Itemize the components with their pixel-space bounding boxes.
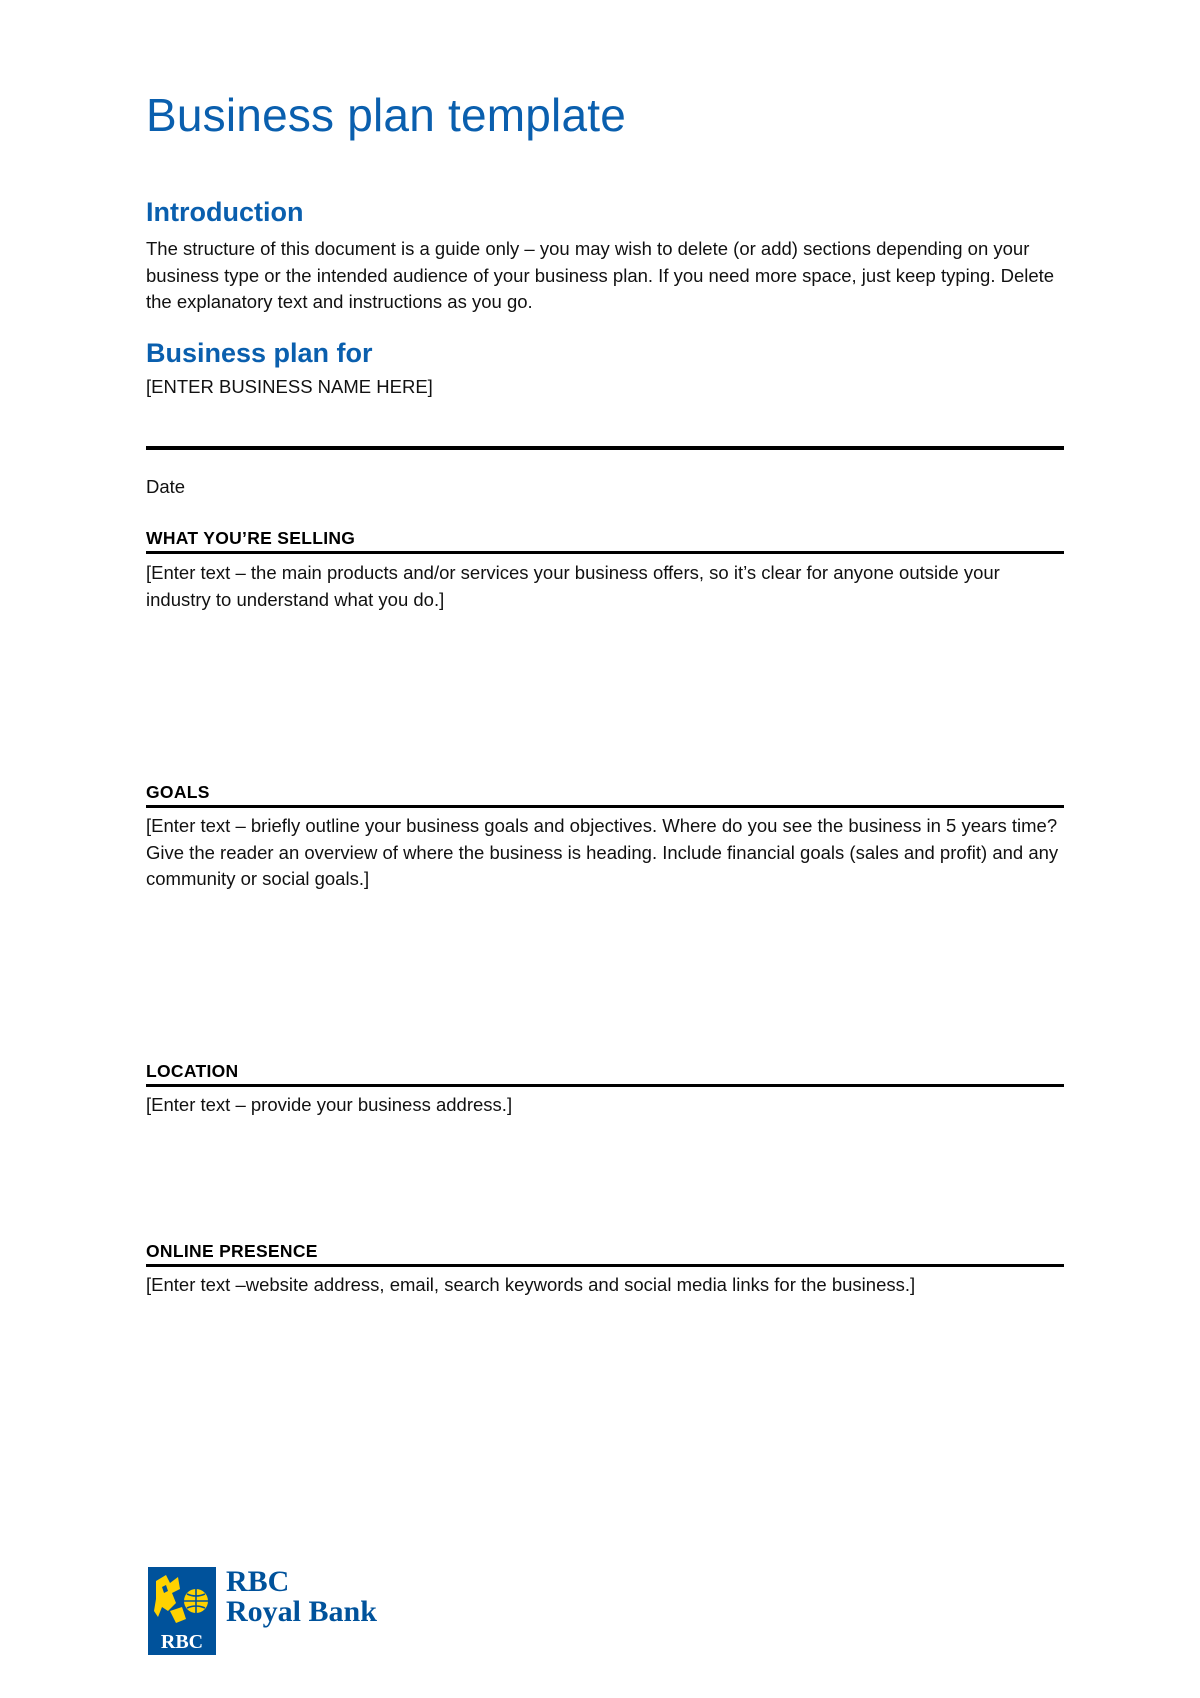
section-divider xyxy=(146,805,1064,808)
logo-wordmark-line1: RBC xyxy=(226,1565,290,1598)
title-divider xyxy=(146,446,1064,450)
section-text[interactable]: [Enter text – briefly outline your business goals and objectives. Where do you see the business in 5 years time? Give the reader an overview of where the business is heading. Include financial goals (sales and profit) and any community or social goals.] xyxy=(146,815,1059,889)
logo-wordmark xyxy=(226,1567,377,1627)
section-divider xyxy=(146,1084,1064,1087)
date-field[interactable]: Date xyxy=(146,476,186,497)
introduction-heading: Introduction xyxy=(146,197,304,227)
section-label: GOALS xyxy=(146,782,210,802)
section-label: LOCATION xyxy=(146,1061,239,1081)
logo-wordmark-line2: Royal Bank xyxy=(226,1595,377,1628)
business-name-placeholder[interactable]: [ENTER BUSINESS NAME HERE] xyxy=(146,376,433,397)
section-text[interactable]: [Enter text –website address, email, search keywords and social media links for the business.] xyxy=(146,1274,916,1295)
section-divider xyxy=(146,551,1064,554)
document-title: Business plan template xyxy=(146,89,627,141)
section-text[interactable]: [Enter text – provide your business address.] xyxy=(146,1094,513,1115)
rbc-royal-bank-logo xyxy=(148,1567,398,1655)
section-text[interactable]: [Enter text – the main products and/or services your business offers, so it’s clear for anyone outside your industry to understand what you do.] xyxy=(146,562,1000,610)
section-label: ONLINE PRESENCE xyxy=(146,1241,318,1261)
section-divider xyxy=(146,1264,1064,1267)
introduction-text: The structure of this document is a guide only – you may wish to delete (or add) sections depending on your business type or the intended audience of your business plan. If you need more space, just keep typing. Delete the explanatory text and instructions as you go. xyxy=(146,238,1055,312)
logo-shield-text: RBC xyxy=(160,1631,204,1653)
section-label: WHAT YOU’RE SELLING xyxy=(146,528,356,548)
rbc-lion-shield-icon xyxy=(148,1567,216,1655)
business-plan-for-heading: Business plan for xyxy=(146,338,373,368)
